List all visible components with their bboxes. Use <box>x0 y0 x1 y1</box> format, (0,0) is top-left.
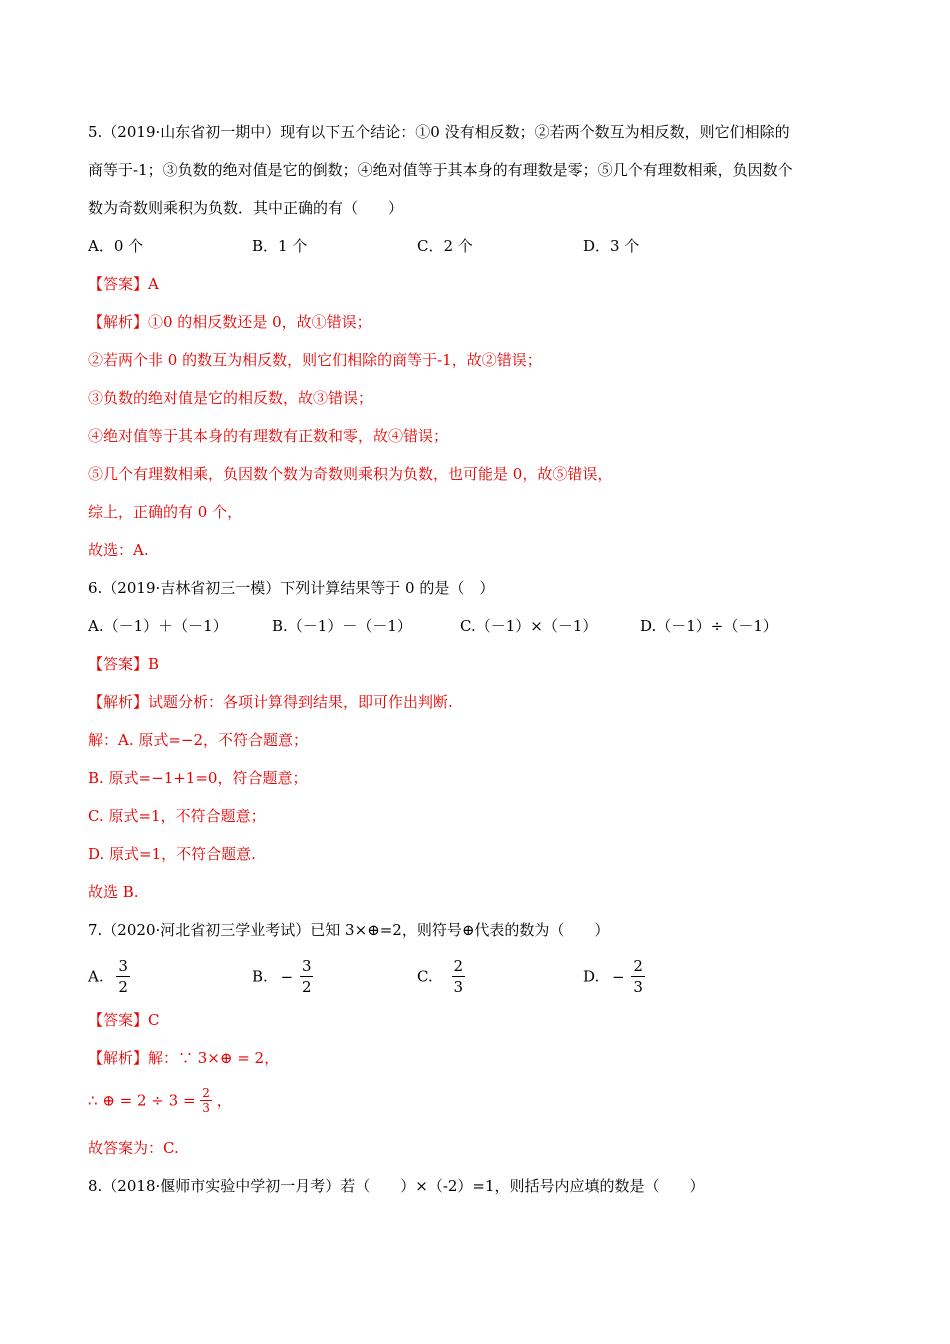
q6-analysis-line: 解：A. 原式=−2，不符合题意； <box>88 731 309 749</box>
q6-analysis-line: 故选 B. <box>88 883 139 901</box>
option-label: B. <box>252 967 268 986</box>
q5-option-b: B．1 个 <box>252 237 308 255</box>
fraction-numerator: 2 <box>633 957 643 975</box>
fraction-denominator: 3 <box>202 1101 210 1115</box>
q7-stem: 7.（2020·河北省初三学业考试）已知 3×⊕=2，则符号⊕代表的数为（ ） <box>88 921 610 939</box>
q5-option-c: C．2 个 <box>417 237 473 255</box>
fraction-denominator: 3 <box>453 978 464 996</box>
option-label: D. <box>583 967 600 986</box>
q7-option-a <box>88 956 130 997</box>
fraction-denominator: 2 <box>301 978 312 996</box>
option-label: A. <box>88 967 104 986</box>
fraction-numerator: 2 <box>453 957 464 975</box>
q5-answer: 【答案】A <box>88 275 159 293</box>
minus-sign: − <box>280 967 294 986</box>
fraction-numerator: 3 <box>301 957 312 975</box>
q7-analysis-line3: 故答案为：C. <box>88 1139 179 1157</box>
fraction <box>200 1086 212 1115</box>
q5-analysis-line: ④绝对值等于其本身的有理数有正数和零，故④错误； <box>88 427 449 445</box>
q6-option-a: A.（－1）＋（－1） <box>88 617 228 635</box>
fraction <box>116 956 130 997</box>
q5-analysis-line: 综上，正确的有 0 个， <box>88 503 243 521</box>
q5-stem-line2: 商等于-1；③负数的绝对值是它的倒数；④绝对值等于其本身的有理数是零；⑤几个有理数相乘，负因数个 <box>88 161 793 179</box>
q6-analysis-line: C. 原式=1，不符合题意； <box>88 807 266 825</box>
q6-analysis-line: D. 原式=1，不符合题意. <box>88 845 256 863</box>
q7-option-d <box>583 956 645 997</box>
q6-answer: 【答案】B <box>88 655 160 673</box>
option-label: C. <box>417 967 433 986</box>
q6-option-d: D.（－1）÷（－1） <box>640 617 778 635</box>
q7-option-b <box>252 956 313 997</box>
fraction-numerator: 3 <box>118 957 128 975</box>
q5-stem-line3: 数为奇数则乘积为负数．其中正确的有（ ） <box>88 199 404 217</box>
q6-option-c: C.（－1）×（－1） <box>460 617 598 635</box>
fraction <box>631 956 645 997</box>
minus-sign: − <box>612 967 625 986</box>
q6-stem: 6.（2019·吉林省初三一模）下列计算结果等于 0 的是（ ） <box>88 579 495 597</box>
q6-analysis-line: B. 原式=−1+1=0，符合题意； <box>88 769 308 787</box>
q5-stem-line1: 5.（2019·山东省初一期中）现有以下五个结论：①0 没有相反数；②若两个数互为相反数，则它们相除的 <box>88 123 790 141</box>
q5-analysis-line: 【解析】①0 的相反数还是 0，故①错误； <box>88 313 372 331</box>
q5-option-a: A．0 个 <box>88 237 144 255</box>
fraction <box>452 956 466 997</box>
analysis-suffix: ， <box>216 1091 232 1110</box>
q5-analysis-line: ③负数的绝对值是它的相反数，故③错误； <box>88 389 374 407</box>
fraction-numerator: 2 <box>202 1086 210 1100</box>
q5-analysis-line: 故选：A. <box>88 541 149 559</box>
q5-analysis-line: ②若两个非 0 的数互为相反数，则它们相除的商等于-1，故②错误； <box>88 351 542 369</box>
analysis-prefix: ∴ ⊕ = 2 ÷ 3 = <box>88 1091 196 1110</box>
q7-answer: 【答案】C <box>88 1011 160 1029</box>
q5-option-d: D．3 个 <box>583 237 640 255</box>
q5-analysis-line: ⑤几个有理数相乘，负因数个数为奇数则乘积为负数，也可能是 0，故⑤错误， <box>88 465 613 483</box>
q7-analysis-line2 <box>88 1086 232 1115</box>
q6-analysis-line: 【解析】试题分析：各项计算得到结果，即可作出判断. <box>88 693 453 711</box>
fraction-denominator: 3 <box>633 978 643 996</box>
q7-analysis-line1: 【解析】解：∵ 3×⊕ = 2， <box>88 1049 280 1067</box>
fraction-denominator: 2 <box>118 978 128 996</box>
q8-stem: 8.（2018·偃师市实验中学初一月考）若（ ）×（-2）=1，则括号内应填的数是（ ） <box>88 1177 705 1195</box>
q7-option-c <box>417 956 465 997</box>
fraction <box>300 956 314 997</box>
q6-option-b: B.（－1）－（－1） <box>272 617 412 635</box>
